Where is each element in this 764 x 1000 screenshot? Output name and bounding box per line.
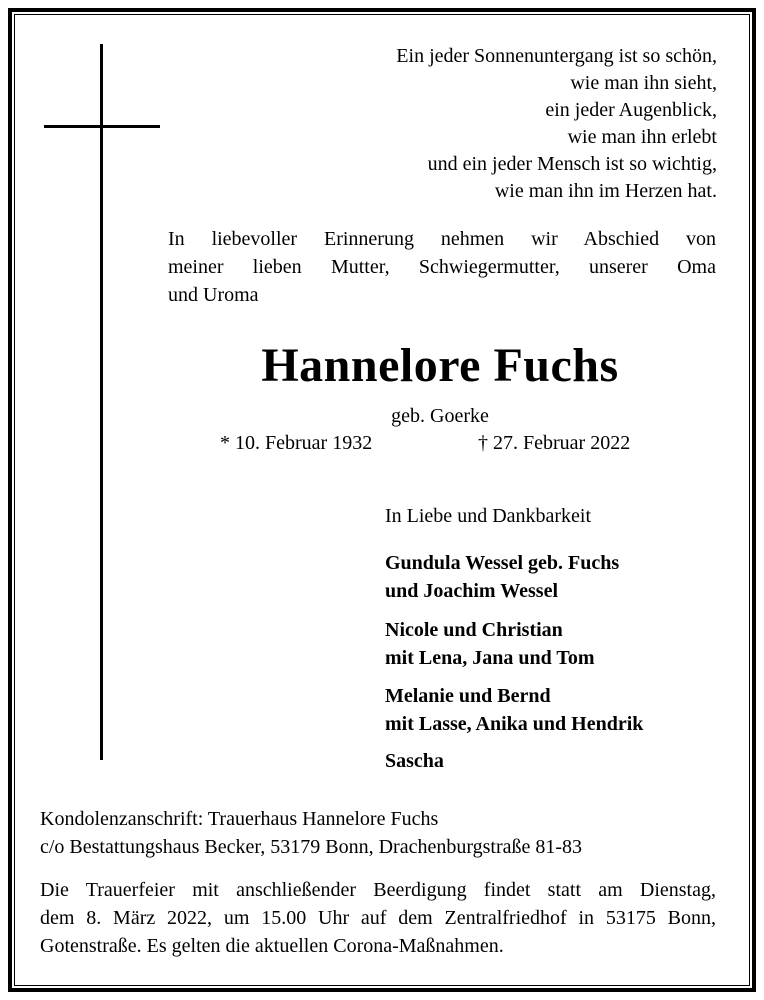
intro-line: In liebevoller Erinnerung nehmen wir Abschied von	[168, 228, 716, 250]
intro-line: meiner lieben Mutter, Schwiegermutter, unserer Oma	[168, 256, 716, 278]
family-line: mit Lena, Jana und Tom	[385, 647, 595, 669]
cross-icon-horizontal	[44, 125, 160, 128]
poem-line: ein jeder Augenblick,	[545, 99, 717, 121]
deceased-name: Hannelore Fuchs	[261, 339, 619, 392]
poem-line: und ein jeder Mensch ist so wichtig,	[427, 153, 717, 175]
address-line: c/o Bestattungshaus Becker, 53179 Bonn, Drachenburgstraße 81-83	[40, 836, 583, 858]
family-group	[385, 616, 595, 672]
birth-date: * 10. Februar 1932	[220, 432, 373, 454]
cross-icon-vertical	[100, 44, 103, 760]
service-line: dem 8. März 2022, um 15.00 Uhr auf dem Zentralfriedhof in 53175 Bonn,	[40, 907, 716, 929]
born-name: geb. Goerke	[391, 405, 489, 427]
address-line: Kondolenzanschrift: Trauerhaus Hannelore Fuchs	[40, 808, 439, 830]
family-line: mit Lasse, Anika und Hendrik	[385, 713, 644, 735]
service-line: Die Trauerfeier mit anschließender Beerdigung findet statt am Dienstag,	[40, 879, 716, 901]
thanks-line: In Liebe und Dankbarkeit	[385, 505, 592, 527]
poem-line: wie man ihn erlebt	[567, 126, 717, 148]
intro-line: und Uroma	[168, 284, 259, 306]
family-group	[385, 747, 444, 775]
service-line: Gotenstraße. Es gelten die aktuellen Corona-Maßnahmen.	[40, 935, 504, 957]
intro-text	[168, 225, 716, 309]
poem	[396, 43, 717, 205]
poem-line: Ein jeder Sonnenuntergang ist so schön,	[396, 45, 717, 67]
poem-line: wie man ihn sieht,	[570, 72, 717, 94]
condolence-address	[40, 805, 582, 861]
family-group	[385, 549, 619, 605]
family-line: Melanie und Bernd	[385, 685, 551, 707]
family-line: und Joachim Wessel	[385, 580, 558, 602]
family-line: Sascha	[385, 750, 444, 772]
funeral-notice	[40, 876, 716, 960]
death-date: † 27. Februar 2022	[478, 432, 631, 454]
family-line: Nicole und Christian	[385, 619, 563, 641]
poem-line: wie man ihn im Herzen hat.	[494, 180, 717, 202]
family-group	[385, 682, 643, 738]
family-line: Gundula Wessel geb. Fuchs	[385, 552, 620, 574]
